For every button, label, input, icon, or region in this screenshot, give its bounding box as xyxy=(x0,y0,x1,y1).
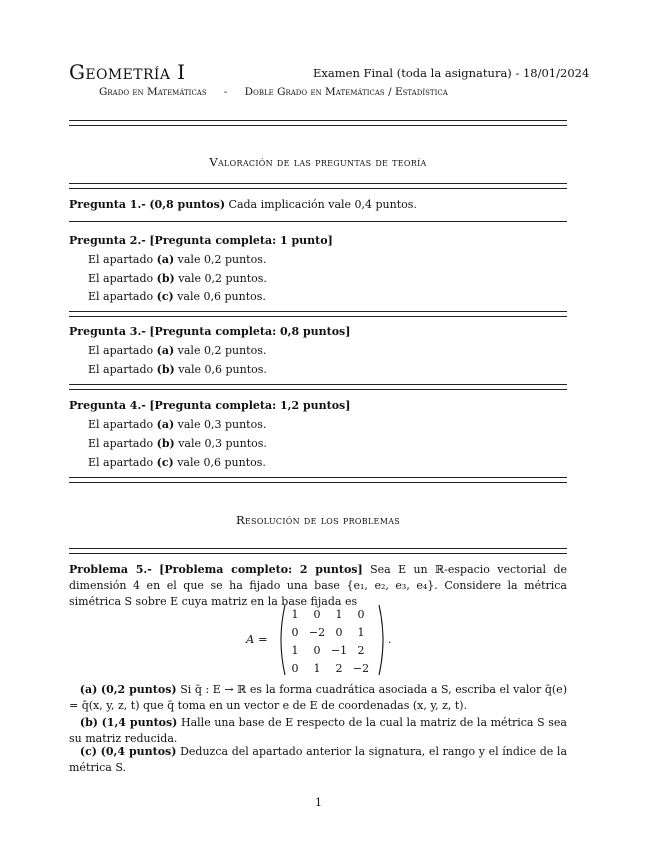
matrix-cell: 0 xyxy=(313,643,321,657)
matrix-cell: 2 xyxy=(335,661,343,675)
matrix-a xyxy=(278,603,386,677)
list-item: El apartado (c) vale 0,6 puntos. xyxy=(88,290,266,303)
matrix-cell: 1 xyxy=(291,643,299,657)
question-title: Pregunta 3.- xyxy=(69,325,146,338)
list-item: El apartado (b) vale 0,3 puntos. xyxy=(88,437,267,450)
problem-points: [Problema completo: 2 puntos] xyxy=(159,563,363,576)
list-item: El apartado (a) vale 0,2 puntos. xyxy=(88,253,267,266)
question-3 xyxy=(69,325,350,338)
part-points: (0,2 puntos) xyxy=(100,683,177,696)
matrix-cell: 1 xyxy=(357,625,365,639)
problems-heading: Resolución de los problemas xyxy=(235,513,401,527)
part-label: (b) xyxy=(79,716,98,729)
divider xyxy=(69,311,567,317)
degree-2: Doble Grado en Matemáticas / Estadística xyxy=(244,86,448,98)
problem-title: Problema 5.- xyxy=(69,563,152,576)
matrix-cell: −2 xyxy=(308,625,326,639)
matrix-cell: 0 xyxy=(335,625,343,639)
degree-1: Grado en Matemáticas xyxy=(99,86,207,98)
part-label: (c) xyxy=(79,745,97,758)
part-points: (0,4 puntos) xyxy=(100,745,177,758)
question-text: Cada implicación vale 0,4 puntos. xyxy=(228,198,417,211)
divider xyxy=(69,183,567,189)
matrix-cell: 2 xyxy=(357,643,365,657)
matrix-cell: −2 xyxy=(352,661,370,675)
question-points: [Pregunta completa: 1,2 puntos] xyxy=(149,399,351,412)
page-number: 1 xyxy=(315,796,322,809)
list-item: El apartado (a) vale 0,2 puntos. xyxy=(88,344,267,357)
course-title: Geometría I xyxy=(69,60,186,84)
question-title: Pregunta 2.- xyxy=(69,234,146,247)
divider xyxy=(69,548,567,554)
matrix-period: . xyxy=(388,633,392,646)
question-2 xyxy=(69,234,333,247)
part-label: (a) xyxy=(79,683,98,696)
matrix-cell: 0 xyxy=(357,607,365,621)
question-points: [Pregunta completa: 1 punto] xyxy=(149,234,333,247)
part-c xyxy=(69,744,567,776)
list-item: El apartado (b) vale 0,6 puntos. xyxy=(88,363,267,376)
list-item: El apartado (c) vale 0,6 puntos. xyxy=(88,456,266,469)
divider xyxy=(69,221,567,222)
theory-heading: Valoración de las preguntas de teoría xyxy=(209,155,427,169)
part-b xyxy=(69,715,567,747)
question-title: Pregunta 1.- xyxy=(69,198,146,211)
matrix-table xyxy=(284,605,372,677)
part-text: Deduzca del apartado anterior la signatura, el rango y el índice de la métrica S. xyxy=(69,745,567,774)
question-points: [Pregunta completa: 0,8 puntos] xyxy=(149,325,351,338)
question-4 xyxy=(69,399,350,412)
matrix-cell: 0 xyxy=(313,607,321,621)
divider xyxy=(69,384,567,390)
matrix-label: A = xyxy=(246,632,268,646)
problem-text: Sea E un ℝ-espacio vectorial de dimensión 4 en el que se ha fijado una base {e₁, e₂, e₃, e₄}. Considere la métrica simétrica S sobre E cuya matriz en la base fijada es xyxy=(69,563,567,608)
degrees-line xyxy=(99,86,448,98)
part-a xyxy=(69,682,567,714)
matrix-cell: −1 xyxy=(330,643,348,657)
matrix-cell: 1 xyxy=(313,661,321,675)
header-divider xyxy=(69,120,567,126)
list-item: El apartado (b) vale 0,2 puntos. xyxy=(88,272,267,285)
question-title: Pregunta 4.- xyxy=(69,399,146,412)
divider xyxy=(69,477,567,483)
matrix-cell: 0 xyxy=(291,661,299,675)
part-points: (1,4 puntos) xyxy=(101,716,178,729)
degree-separator: - xyxy=(223,86,228,98)
question-points: (0,8 puntos) xyxy=(149,198,226,211)
exam-info: Examen Final (toda la asignatura) - 18/01/2024 xyxy=(313,66,590,80)
part-text: Si q̄ : E → ℝ es la forma cuadrática asociada a S, escriba el valor q̄(e) = q̄(x, y, z, t) que q̄ toma en un vector e de E de coordenadas (x, y, z, t). xyxy=(69,683,567,712)
question-1 xyxy=(69,198,417,211)
matrix-cell: 1 xyxy=(335,607,343,621)
list-item: El apartado (a) vale 0,3 puntos. xyxy=(88,418,267,431)
matrix-cell: 1 xyxy=(291,607,299,621)
matrix-cell: 0 xyxy=(291,625,299,639)
part-text: Halle una base de E respecto de la cual la matriz de la métrica S sea su matriz reducida. xyxy=(69,716,567,745)
